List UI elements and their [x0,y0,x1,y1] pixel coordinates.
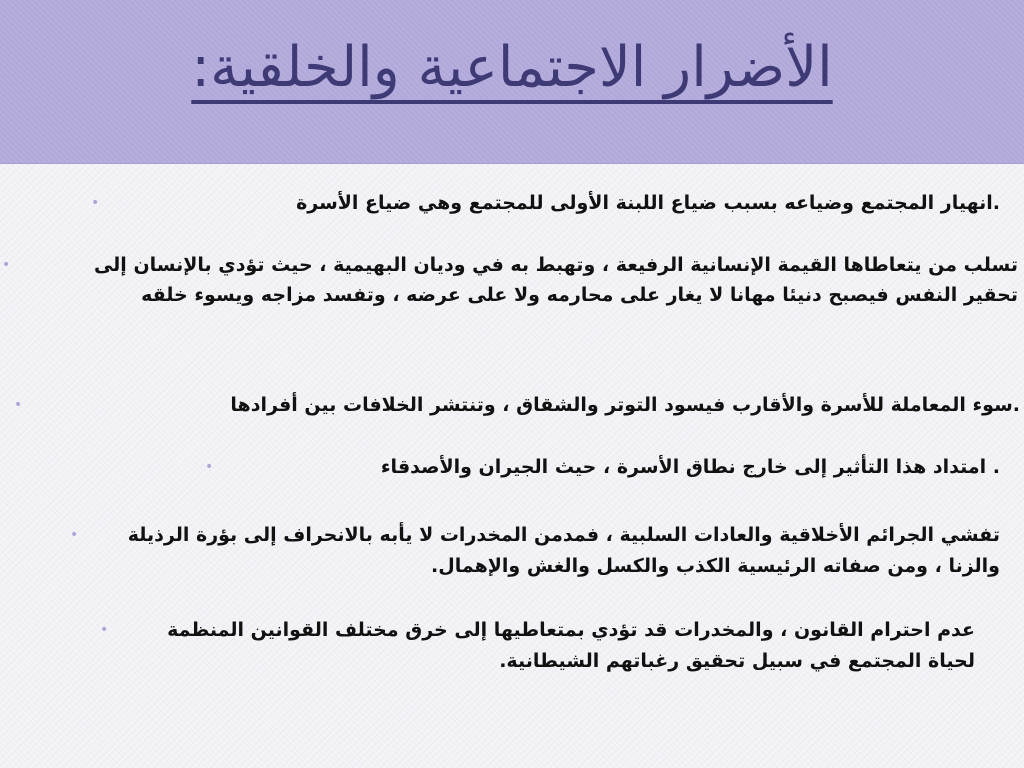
bullet-list [2,188,1020,685]
list-item [60,452,1000,520]
title-band [0,0,1024,164]
list-item [60,520,1000,615]
list-item [14,390,1020,452]
bullet-icon: • [2,257,11,273]
slide-title [0,26,1024,110]
list-item [2,250,1018,390]
slide-title-text: الأضرار الاجتماعية والخلقية: [191,35,833,100]
bullet-icon: • [14,397,23,413]
list-item [60,188,1000,250]
bullet-icon: • [91,195,100,211]
bullet-text: .سوء المعاملة للأسرة والأقارب فيسود التوتر والشقاق ، وتنتشر الخلافات بين أفرادها [230,394,1020,416]
bullet-text: تفشي الجرائم الأخلاقية والعادات السلبية ، فمدمن المخدرات لا يأبه بالانحراف إلى بؤرة الرذيلة والزنا ، ومن صفاته الرئيسية الكذب والكسل والغش والإهمال. [127,524,1000,577]
bullet-text: عدم احترام القانون ، والمخدرات قد تؤدي بمتعاطيها إلى خرق مختلف القوانين المنظمة لحياة المجتمع في سبيل تحقيق رغباتهم الشيطانية. [167,619,975,672]
bullet-text: . امتداد هذا التأثير إلى خارج نطاق الأسرة ، حيث الجيران والأصدقاء [380,456,1000,478]
bullet-icon: • [70,527,79,543]
bullet-text: تسلب من يتعاطاها القيمة الإنسانية الرفيعة ، وتهبط به في وديان البهيمية ، حيث تؤدي بالإنسان إلى تحقير النفس فيصبح دنيئا مهانا لا يغار على محارمه ولا على عرضه ، وتفسد مزاجه ويسوء خلقه [93,254,1018,306]
bullet-icon: • [205,459,214,475]
bullet-icon: • [100,622,109,638]
bullet-text: .انهيار المجتمع وضياعه بسبب ضياع اللبنة الأولى للمجتمع وهي ضياع الأسرة [296,192,1000,214]
list-item [60,615,1000,685]
